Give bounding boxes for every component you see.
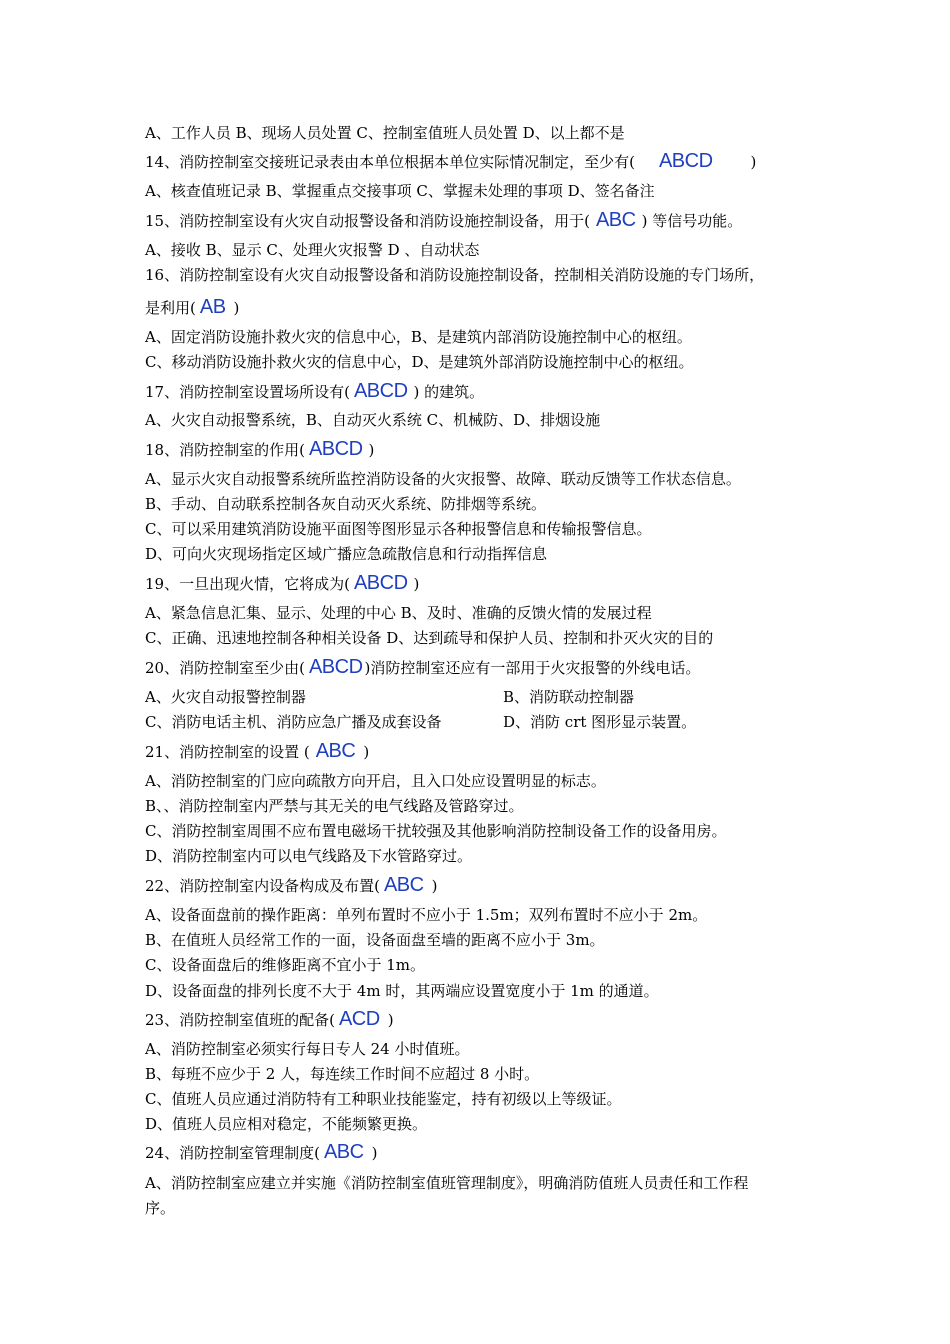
- answer: ABCD: [308, 656, 363, 678]
- options-line: C、设备面盘后的维修距离不宜小于 1m。: [145, 956, 426, 974]
- question-16: 16、消防控制室设有火灾自动报警设备和消防设施控制设备，控制相关消防设施的专门场所，: [145, 266, 765, 284]
- question-text-end: ): [368, 441, 375, 459]
- question-text-end: ): [363, 743, 370, 761]
- option: A、火灾自动报警控制器: [145, 688, 306, 706]
- question-text-end: )消防控制室还应有一部用于火灾报警的外线电话。: [364, 659, 701, 677]
- answer: ABC: [323, 1141, 364, 1163]
- options-line: B、手动、自动联系控制各灰自动灭火系统、防排烟等系统。: [145, 495, 547, 513]
- options-line: A、消防控制室必须实行每日专人 24 小时值班。: [145, 1040, 470, 1058]
- question-22: [145, 875, 437, 896]
- question-text: 20、消防控制室至少由(: [145, 659, 305, 677]
- options-line: C、值班人员应通过消防特有工种职业技能鉴定，持有初级以上等级证。: [145, 1090, 622, 1108]
- options-line: C、正确、迅速地控制各种相关设备 D、达到疏导和保护人员、控制和扑灭火灾的目的: [145, 629, 714, 647]
- options-line: C、移动消防设施扑救火灾的信息中心，D、是建筑外部消防设施控制中心的枢纽。: [145, 353, 694, 371]
- options-line: B、在值班人员经常工作的一面，设备面盘至墙的距离不应小于 3m。: [145, 931, 605, 949]
- options-line: D、可向火灾现场指定区域广播应急疏散信息和行动指挥信息: [145, 545, 548, 563]
- question-16-cont: [145, 297, 239, 318]
- question-15: [145, 210, 742, 231]
- question-text: 18、消防控制室的作用(: [145, 441, 305, 459]
- answer: ABCD: [308, 438, 363, 460]
- question-24: [145, 1142, 377, 1163]
- options-row: [145, 687, 635, 707]
- question-text: 19、一旦出现火情，它将成为(: [145, 575, 350, 593]
- answer: ABC: [315, 740, 356, 762]
- question-14: [145, 151, 756, 172]
- question-21: [145, 741, 369, 762]
- option: C、消防电话主机、消防应急广播及成套设备: [145, 713, 442, 731]
- options-line: C、消防控制室周围不应布置电磁场干扰较强及其他影响消防控制设备工作的设备用房。: [145, 822, 727, 840]
- question-text-end: ): [750, 153, 757, 171]
- question-text: 21、消防控制室的设置 (: [145, 743, 310, 761]
- options-line: A、固定消防设施扑救火灾的信息中心，B、是建筑内部消防设施控制中心的枢纽。: [145, 328, 692, 346]
- answer: ABCD: [658, 150, 713, 172]
- options-line: A、消防控制室的门应向疏散方向开启，且入口处应设置明显的标志。: [145, 772, 606, 790]
- options-line: A、紧急信息汇集、显示、处理的中心 B、及时、准确的反馈火情的发展过程: [145, 604, 652, 622]
- question-text-end: ): [431, 877, 438, 895]
- options-row: [145, 712, 697, 732]
- options-line: A、显示火灾自动报警系统所监控消防设备的火灾报警、故障、联动反馈等工作状态信息。: [145, 470, 741, 488]
- options-line: 序。: [145, 1199, 176, 1217]
- question-text: 14、消防控制室交接班记录表由本单位根据本单位实际情况制定，至少有(: [145, 153, 635, 171]
- question-20: [145, 657, 700, 678]
- options-line: A、核查值班记录 B、掌握重点交接事项 C、掌握未处理的事项 D、签名备注: [145, 182, 655, 200]
- question-19: [145, 573, 419, 594]
- options-line: D、设备面盘的排列长度不大于 4m 时，其两端应设置宽度小于 1m 的通道。: [145, 982, 659, 1000]
- answer: ABCD: [353, 380, 408, 402]
- question-text-end: ): [371, 1144, 378, 1162]
- options-line: A、接收 B、显示 C、处理火灾报警 D 、自动状态: [145, 241, 480, 259]
- options-line: A、工作人员 B、现场人员处置 C、控制室值班人员处置 D、以上都不是: [145, 124, 625, 142]
- question-text: 15、消防控制室设有火灾自动报警设备和消防设施控制设备，用于(: [145, 212, 590, 230]
- question-23: [145, 1009, 394, 1030]
- options-line: C、可以采用建筑消防设施平面图等图形显示各种报警信息和传输报警信息。: [145, 520, 652, 538]
- options-line: A、消防控制室应建立并实施《消防控制室值班管理制度》，明确消防值班人员责任和工作程: [145, 1174, 749, 1192]
- question-text-end: ): [387, 1011, 394, 1029]
- option: B、消防联动控制器: [503, 688, 635, 706]
- question-text-end: ) 的建筑。: [413, 383, 485, 401]
- options-line: D、消防控制室内可以电气线路及下水管路穿过。: [145, 847, 473, 865]
- options-line: D、值班人员应相对稳定，不能频繁更换。: [145, 1115, 428, 1133]
- question-text-end: ): [413, 575, 420, 593]
- options-line: B、、消防控制室内严禁与其无关的电气线路及管路穿过。: [145, 797, 524, 815]
- question-text: 17、消防控制室设置场所设有(: [145, 383, 350, 401]
- question-text: 22、消防控制室内设备构成及布置(: [145, 877, 380, 895]
- option: D、消防 crt 图形显示装置。: [503, 713, 697, 731]
- answer: ABC: [595, 209, 636, 231]
- answer: ABCD: [353, 572, 408, 594]
- options-line: A、设备面盘前的操作距离：单列布置时不应小于 1.5m；双列布置时不应小于 2m。: [145, 906, 708, 924]
- question-17: [145, 381, 484, 402]
- answer: ACD: [338, 1008, 380, 1030]
- options-line: A、火灾自动报警系统，B、自动灭火系统 C、机械防、D、排烟设施: [145, 411, 601, 429]
- question-text: 是利用(: [145, 299, 196, 317]
- question-18: [145, 439, 374, 460]
- options-line: B、每班不应少于 2 人，每连续工作时间不应超过 8 小时。: [145, 1065, 540, 1083]
- question-text: 24、消防控制室管理制度(: [145, 1144, 320, 1162]
- answer: ABC: [383, 874, 424, 896]
- answer: AB: [199, 296, 226, 318]
- question-text-end: ): [233, 299, 240, 317]
- question-text-end: ) 等信号功能。: [641, 212, 743, 230]
- question-text: 23、消防控制室值班的配备(: [145, 1011, 335, 1029]
